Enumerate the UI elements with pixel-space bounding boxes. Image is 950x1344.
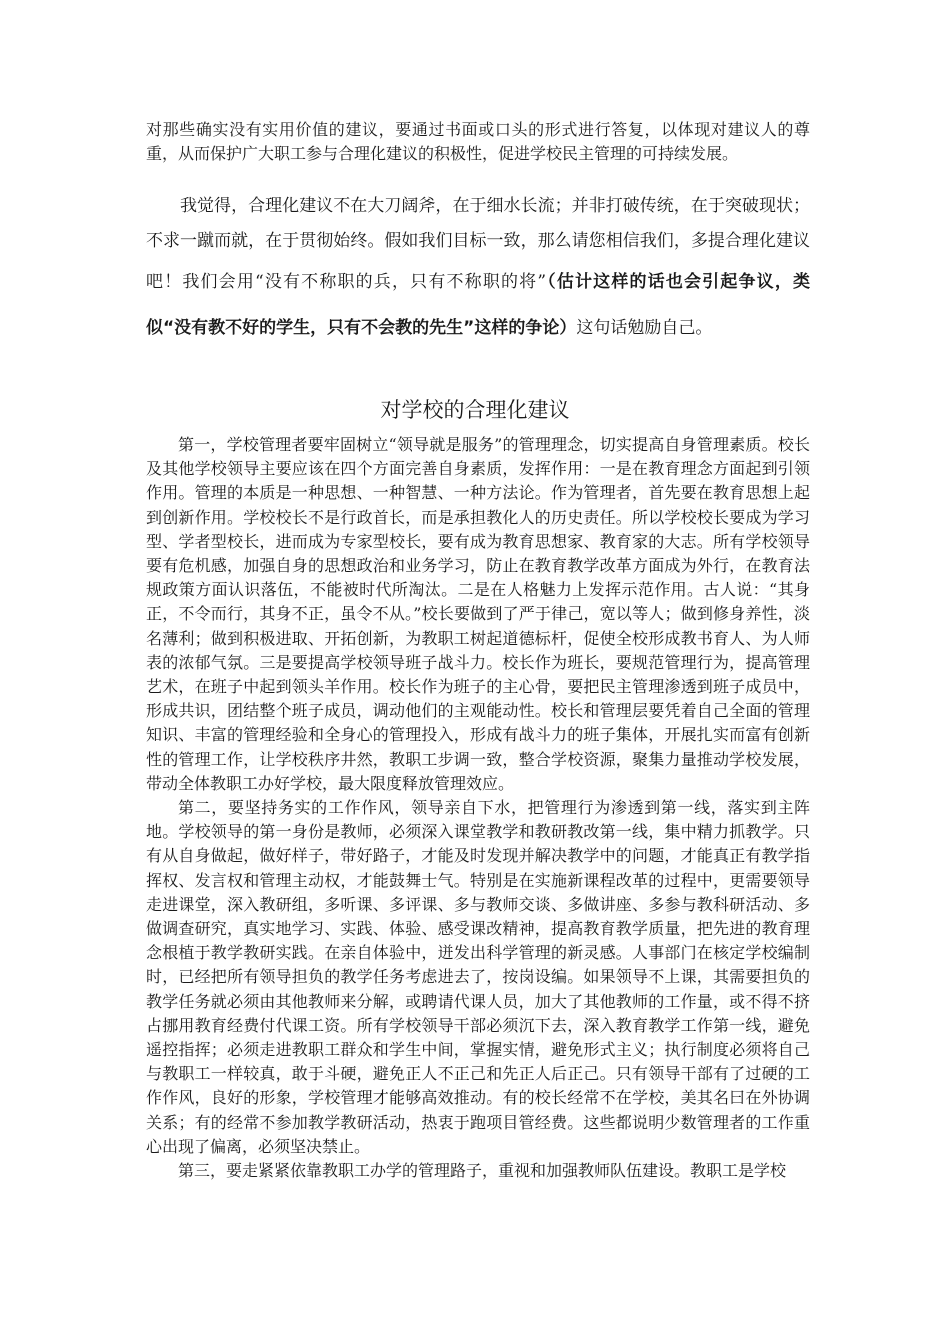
intro-paragraph-2-start: 我觉得，合理化建议不在大刀阔斧，在于细水长流；并非打破传统，在于突破现状；不求一蹴而就，在于贯彻始终。假如我们目标一致，那么请您相信我们，多提合理化建议吧！我们会用“没有不称职的兵，只有不称职的将” [146,196,810,292]
section-body [146,433,810,1183]
section-title: 对学校的合理化建议 [380,398,570,422]
intro-paragraph-2 [146,189,810,351]
intro-paragraph-2-bold-note: （估计这样的话也会引起争议，类似“没有教不好的学生，只有不会教的先生”这样的争论） [146,272,810,338]
intro-paragraph-2-end: 这句话勉励自己。 [576,318,713,338]
body-paragraph-2: 第二，要坚持务实的工作作风，领导亲自下水，把管理行为渗透到第一线，落实到主阵地。学校领导的第一身份是教师，必须深入课堂教学和教研教改第一线，集中精力抓教学。只有从自身做起，做好样子，带好路子，才能及时发现并解决教学中的问题，才能真正有教学指挥权、发言权和管理主动权，才能鼓舞士气。特别是在实施新课程改革的过程中，更需要领导走进课堂，深入教研组，多听课、多评课、多与教师交谈、多做讲座、多参与教科研活动、多做调查研究，真实地学习、实践、体验、感受课改精神，提高教育教学质量，把先进的教育理念根植于教学教研实践。在亲自体验中，迸发出科学管理的新灵感。人事部门在核定学校编制时，已经把所有领导担负的教学任务考虑进去了，按岗设编。如果领导不上课，其需要担负的教学任务就必须由其他教师来分解，或聘请代课人员，加大了其他教师的工作量，或不得不挤占挪用教育经费付代课工资。所有学校领导干部必须沉下去，深入教育教学工作第一线，避免遥控指挥；必须走进教职工群众和学生中间，掌握实情，避免形式主义；执行制度必须将自己与教职工一样较真，敢于斗硬，避免正人不正己和先正人后正己。只有领导干部有了过硬的工作作风，良好的形象，学校管理才能够高效推动。有的校长经常不在学校，美其名曰在外协调关系；有的经常不参加教学教研活动，热衷于跑项目管经费。这些都说明少数管理者的工作重心出现了偏离，必须坚决禁止。 [146,798,810,1156]
body-paragraph-1: 第一，学校管理者要牢固树立“领导就是服务”的管理理念，切实提高自身管理素质。校长及其他学校领导主要应该在四个方面完善自身素质，发挥作用：一是在教育理念方面起到引领作用。管理的本质是一种思想、一种智慧、一种方法论。作为管理者，首先要在教育思想上起到创新作用。学校校长不是行政首长，而是承担教化人的历史责任。所以学校校长要成为学习型、学者型校长，进而成为专家型校长，要有成为教育思想家、教育家的大志。所有学校领导要有危机感，加强自身的思想政治和业务学习，防止在教育教学改革方面成为外行，在教育法规政策方面认识落伍，不能被时代所淘汰。二是在人格魅力上发挥示范作用。古人说：“其身正，不令而行，其身不正，虽令不从。”校长要做到了严于律己，宽以等人；做到修身养性，淡名薄利；做到积极进取、开拓创新，为教职工树起道德标杆，促使全校形成教书育人、为人师表的浓郁气氛。三是要提高学校领导班子战斗力。校长作为班长，要规范管理行为，提高管理艺术，在班子中起到领头羊作用。校长作为班子的主心骨，要把民主管理渗透到班子成员中，形成共识，团结整个班子成员，调动他们的主观能动性。校长和管理层要凭着自己全面的管理知识、丰富的管理经验和全身心的管理投入，形成有战斗力的班子集体，开展扎实而富有创新性的管理工作，让学校秩序井然，教职工步调一致，整合学校资源，聚集力量推动学校发展，带动全体教职工办好学校，最大限度释放管理效应。 [146,435,810,793]
intro-paragraph-1: 对那些确实没有实用价值的建议，要通过书面或口头的形式进行答复，以体现对建议人的尊重，从而保护广大职工参与合理化建议的积极性，促进学校民主管理的可持续发展。 [146,120,810,163]
body-paragraph-3: 第三，要走紧紧依靠教职工办学的管理路子，重视和加强教师队伍建设。教职工是学校 [178,1161,787,1181]
